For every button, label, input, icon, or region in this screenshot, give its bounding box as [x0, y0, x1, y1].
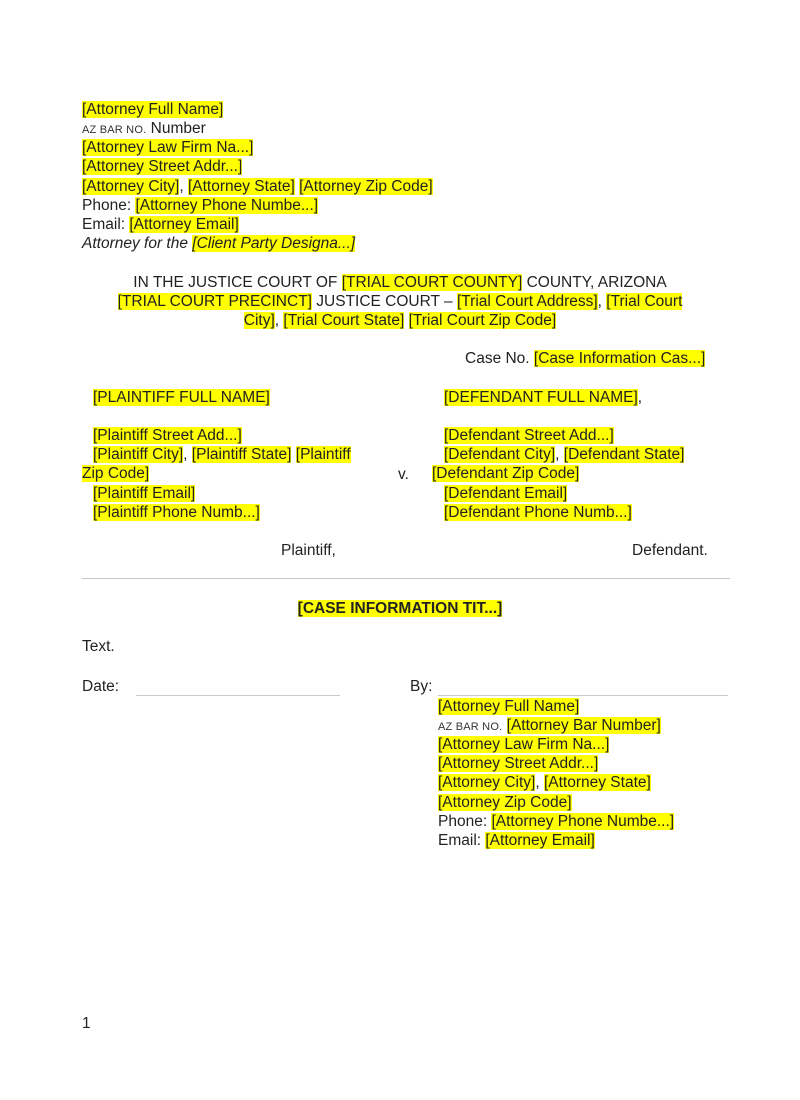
sig-street-field[interactable]: [Attorney Street Addr...] — [438, 755, 599, 772]
defendant-street-field[interactable]: [Defendant Street Add...] — [444, 427, 614, 444]
court-prefix: IN THE JUSTICE COURT OF — [133, 274, 342, 291]
sig-bar-label: AZ BAR NO. — [438, 721, 503, 733]
sig-phone-label: Phone: — [438, 813, 492, 830]
attorney-city-field[interactable]: [Attorney City] — [82, 178, 180, 195]
plaintiff-email-field[interactable]: [Plaintiff Email] — [93, 485, 196, 502]
versus-label: v. — [398, 466, 409, 483]
court-zip-field[interactable]: [Trial Court Zip Code] — [408, 312, 557, 329]
plaintiff-phone-line — [93, 503, 260, 522]
by-signature-line[interactable] — [438, 695, 728, 696]
plaintiff-street-line — [93, 426, 242, 445]
attorney-street-line — [82, 157, 242, 176]
attorney-firm-field[interactable]: [Attorney Law Firm Na...] — [82, 139, 254, 156]
court-line-1 — [0, 273, 800, 292]
plaintiff-city-line: [Plaintiff City], [Plaintiff State] [Plaintiff — [93, 446, 351, 463]
sig-firm-field[interactable]: [Attorney Law Firm Na...] — [438, 736, 610, 753]
client-party-field[interactable]: [Client Party Designa...] — [192, 235, 356, 252]
plaintiff-state-field[interactable]: [Plaintiff State] — [191, 446, 292, 463]
case-number-field[interactable]: [Case Information Cas...] — [533, 350, 706, 367]
sig-email-label: Email: — [438, 832, 486, 849]
defendant-phone-field[interactable]: [Defendant Phone Numb...] — [444, 504, 632, 521]
attorney-email-field[interactable]: [Attorney Email] — [129, 216, 239, 233]
plaintiff-zip-line — [82, 464, 149, 483]
court-county-field[interactable]: [TRIAL COURT COUNTY] — [341, 274, 523, 291]
sig-state-field[interactable]: [Attorney State] — [543, 774, 651, 791]
court-address-field[interactable]: [Trial Court Address] — [456, 293, 598, 310]
case-number-line — [465, 349, 705, 368]
phone-label: Phone: — [82, 197, 136, 214]
bar-label: AZ BAR NO. — [82, 124, 147, 136]
sig-city-field[interactable]: [Attorney City] — [438, 774, 536, 791]
case-number-label: Case No. — [465, 350, 534, 367]
sig-email-field[interactable]: [Attorney Email] — [485, 832, 595, 849]
sig-street-line — [438, 754, 598, 773]
page-number: 1 — [82, 1015, 91, 1032]
plaintiff-phone-field[interactable]: [Plaintiff Phone Numb...] — [93, 504, 260, 521]
document-title-line — [0, 599, 800, 618]
sig-firm-line — [438, 735, 609, 754]
attorney-zip-field[interactable]: [Attorney Zip Code] — [299, 178, 433, 195]
court-state-field[interactable]: [Trial Court State] — [283, 312, 405, 329]
attorney-email-line — [82, 215, 239, 234]
attorney-for-label: Attorney for the — [82, 235, 193, 252]
body-text: Text. — [82, 638, 115, 655]
defendant-email-field[interactable]: [Defendant Email] — [444, 485, 568, 502]
plaintiff-city-field[interactable]: [Plaintiff City] — [93, 446, 184, 463]
plaintiff-email-line — [93, 484, 195, 503]
defendant-city-line: [Defendant City], [Defendant State] — [444, 446, 685, 463]
attorney-for-line — [82, 234, 355, 253]
attorney-bar-line — [82, 119, 206, 140]
document-title-field[interactable]: [CASE INFORMATION TIT...] — [297, 600, 503, 617]
sig-bar-number-field[interactable]: [Attorney Bar Number] — [506, 717, 661, 734]
court-line-2: [TRIAL COURT PRECINCT] JUSTICE COURT – [Trial Court Address], [Trial Court — [117, 293, 683, 310]
by-label: By: — [410, 678, 433, 695]
defendant-street-line — [444, 426, 614, 445]
defendant-zip-line — [432, 464, 579, 483]
defendant-phone-line — [444, 503, 632, 522]
date-label: Date: — [82, 678, 120, 695]
justice-court-label: JUSTICE COURT – — [311, 293, 457, 310]
court-precinct-field[interactable]: [TRIAL COURT PRECINCT] — [117, 293, 312, 310]
attorney-name-field[interactable]: [Attorney Full Name] — [82, 101, 224, 118]
sig-name-field[interactable]: [Attorney Full Name] — [438, 698, 580, 715]
defendant-role: Defendant. — [632, 542, 708, 559]
sig-zip-field[interactable]: [Attorney Zip Code] — [438, 794, 572, 811]
sig-zip-line — [438, 793, 572, 812]
attorney-street-field[interactable]: [Attorney Street Addr...] — [82, 158, 243, 175]
plaintiff-street-field[interactable]: [Plaintiff Street Add...] — [93, 427, 242, 444]
plaintiff-role: Plaintiff, — [281, 542, 336, 559]
court-city-field-part2[interactable]: City] — [243, 312, 275, 329]
attorney-phone-line — [82, 196, 318, 215]
sig-city-line: [Attorney City], [Attorney State] — [438, 774, 651, 791]
defendant-name-field[interactable]: [DEFENDANT FULL NAME] — [444, 389, 638, 406]
attorney-city-line: [Attorney City], [Attorney State] [Attorney Zip Code] — [82, 178, 433, 195]
sig-phone-field[interactable]: [Attorney Phone Numbe...] — [491, 813, 675, 830]
attorney-name-line — [82, 100, 223, 119]
plaintiff-zip-field-part1[interactable]: [Plaintiff — [295, 446, 351, 463]
plaintiff-zip-field-part2[interactable]: Zip Code] — [82, 465, 150, 482]
attorney-state-field[interactable]: [Attorney State] — [187, 178, 295, 195]
sig-email-line — [438, 831, 595, 850]
court-city-field-part1[interactable]: [Trial Court — [606, 293, 683, 310]
plaintiff-name-line — [93, 388, 270, 407]
bar-number-text: Number — [146, 120, 206, 137]
defendant-city-field[interactable]: [Defendant City] — [444, 446, 556, 463]
plaintiff-name-field[interactable]: [PLAINTIFF FULL NAME] — [93, 389, 270, 406]
attorney-phone-field[interactable]: [Attorney Phone Numbe...] — [135, 197, 319, 214]
sig-bar-line — [438, 716, 661, 737]
caption-divider — [82, 578, 730, 579]
sig-name-line — [438, 697, 579, 716]
court-suffix: COUNTY, ARIZONA — [522, 274, 667, 291]
sig-phone-line — [438, 812, 674, 831]
defendant-name-line: [DEFENDANT FULL NAME], — [444, 389, 643, 406]
attorney-firm-line — [82, 138, 253, 157]
defendant-zip-field[interactable]: [Defendant Zip Code] — [432, 465, 580, 482]
court-line-3: City], [Trial Court State] [Trial Court Zip Code] — [243, 312, 557, 329]
defendant-email-line — [444, 484, 567, 503]
date-signature-line[interactable] — [136, 695, 340, 696]
email-label: Email: — [82, 216, 130, 233]
defendant-state-field[interactable]: [Defendant State] — [563, 446, 685, 463]
